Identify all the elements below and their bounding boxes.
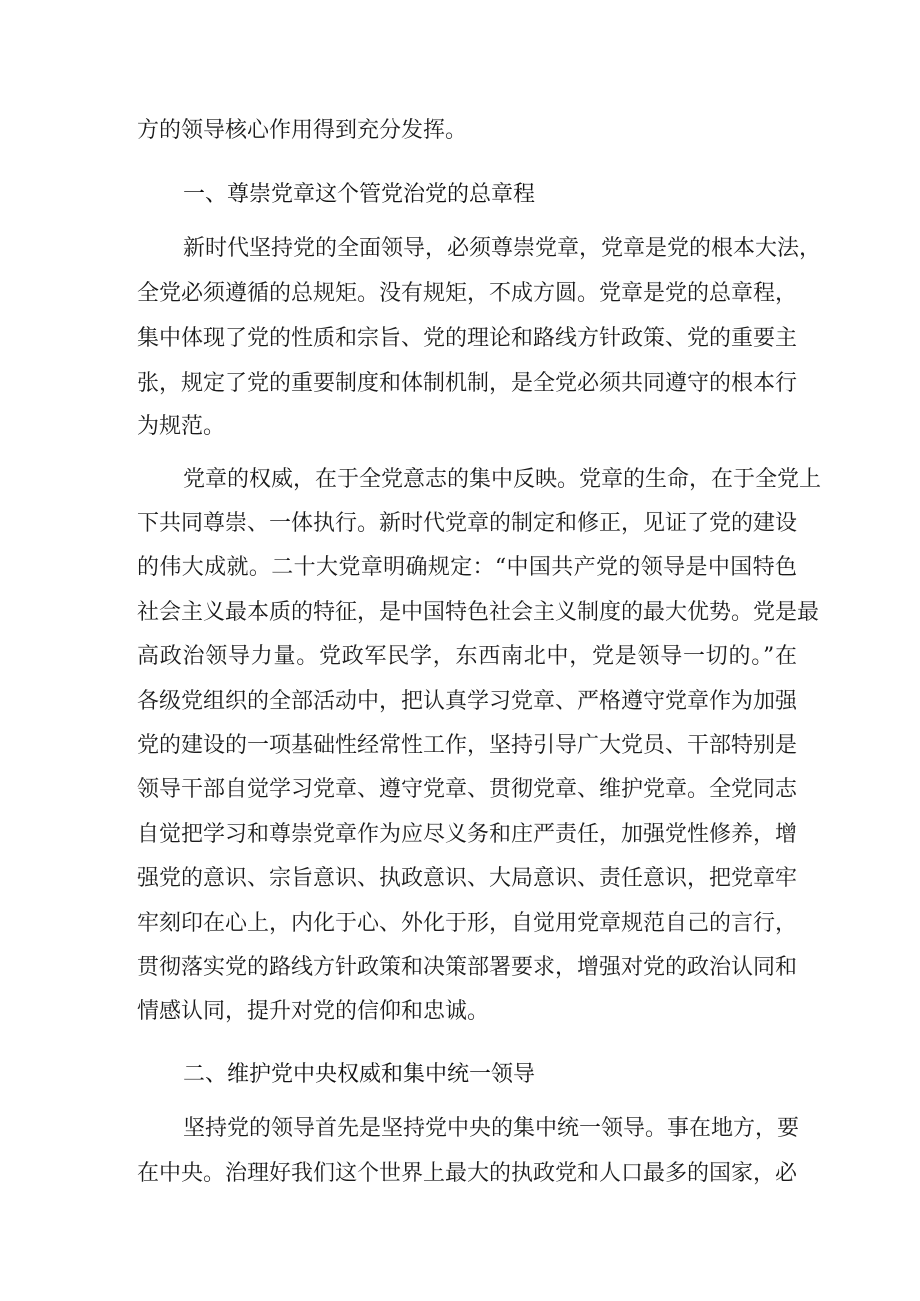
paragraph-line: 在中央。治理好我们这个世界上最大的执政党和人口最多的国家，必 bbox=[137, 1161, 798, 1186]
paragraph-line: 牢刻印在心上，内化于心、外化于形，自觉用党章规范自己的言行， bbox=[137, 911, 798, 936]
intro-tail-line: 方的领导核心作用得到充分发挥。 bbox=[137, 118, 468, 143]
paragraph-line: 情感认同，提升对党的信仰和忠诚。 bbox=[137, 999, 490, 1024]
paragraph-line: 自觉把学习和尊崇党章作为应尽义务和庄严责任，加强党性修养，增 bbox=[137, 822, 798, 847]
paragraph-line: 各级党组织的全部活动中，把认真学习党章、严格遵守党章作为加强 bbox=[137, 689, 798, 714]
paragraph-line: 集中体现了党的性质和宗旨、党的理论和路线方针政策、党的重要主 bbox=[137, 326, 798, 351]
paragraph-line: 张，规定了党的重要制度和体制机制，是全党必须共同遵守的根本行 bbox=[137, 371, 798, 396]
section-1-heading: 一、尊崇党章这个管党治党的总章程 bbox=[183, 182, 536, 207]
paragraph-line: 党章的权威，在于全党意志的集中反映。党章的生命，在于全党上 bbox=[183, 467, 822, 492]
paragraph-line: 社会主义最本质的特征，是中国特色社会主义制度的最大优势。党是最 bbox=[137, 600, 820, 625]
paragraph-line: 新时代坚持党的全面领导，必须尊崇党章，党章是党的根本大法， bbox=[183, 236, 822, 261]
paragraph-line: 全党必须遵循的总规矩。没有规矩，不成方圆。党章是党的总章程， bbox=[137, 281, 798, 306]
paragraph-line: 坚持党的领导首先是坚持党中央的集中统一领导。事在地方，要 bbox=[183, 1116, 800, 1141]
paragraph-line: 下共同尊崇、一体执行。新时代党章的制定和修正，见证了党的建设 bbox=[137, 511, 798, 536]
paragraph-line: 党的建设的一项基础性经常性工作，坚持引导广大党员、干部特别是 bbox=[137, 733, 798, 758]
section-2-heading: 二、维护党中央权威和集中统一领导 bbox=[183, 1062, 536, 1087]
paragraph-line: 的伟大成就。二十大党章明确规定：“中国共产党的领导是中国特色 bbox=[137, 555, 797, 580]
paragraph-line: 强党的意识、宗旨意识、执政意识、大局意识、责任意识，把党章牢 bbox=[137, 866, 798, 891]
paragraph-line: 为规范。 bbox=[137, 414, 226, 439]
paragraph-line: 领导干部自觉学习党章、遵守党章、贯彻党章、维护党章。全党同志 bbox=[137, 777, 798, 802]
paragraph-line: 贯彻落实党的路线方针政策和决策部署要求，增强对党的政治认同和 bbox=[137, 955, 798, 980]
paragraph-line: 高政治领导力量。党政军民学，东西南北中，党是领导一切的。”在 bbox=[137, 644, 797, 669]
